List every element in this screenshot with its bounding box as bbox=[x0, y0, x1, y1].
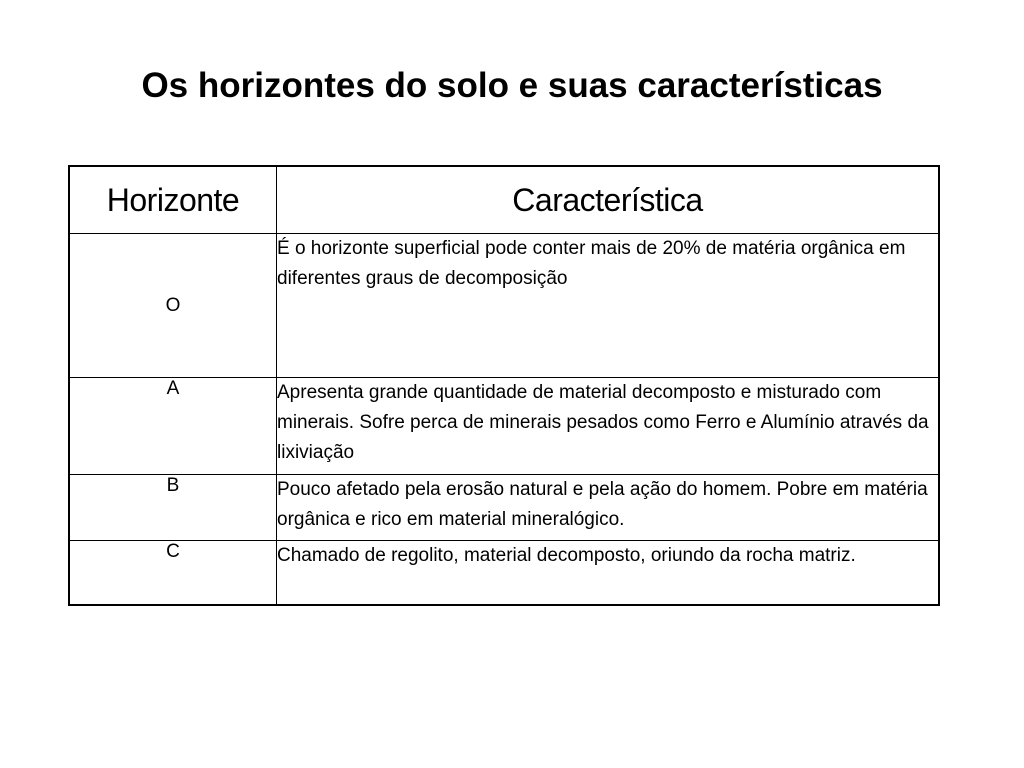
soil-horizons-table bbox=[68, 165, 940, 606]
header-caracteristica: Característica bbox=[277, 166, 940, 234]
characteristic-cell: Chamado de regolito, material decomposto, oriundo da rocha matriz. bbox=[277, 541, 940, 606]
table-row bbox=[69, 378, 939, 475]
table-header-row bbox=[69, 166, 939, 234]
page-title: Os horizontes do solo e suas características bbox=[141, 66, 883, 105]
table-row bbox=[69, 475, 939, 541]
table-row bbox=[69, 541, 939, 606]
horizon-cell: C bbox=[69, 541, 277, 606]
characteristic-cell: É o horizonte superficial pode conter mais de 20% de matéria orgânica em diferentes graus de decomposição bbox=[277, 234, 940, 378]
header-horizonte: Horizonte bbox=[69, 166, 277, 234]
characteristic-cell: Apresenta grande quantidade de material decomposto e misturado com minerais. Sofre perca de minerais pesados como Ferro e Alumínio através da lixiviação bbox=[277, 378, 940, 475]
horizon-cell: B bbox=[69, 475, 277, 541]
horizon-cell: O bbox=[69, 234, 277, 378]
characteristic-cell: Pouco afetado pela erosão natural e pela ação do homem. Pobre em matéria orgânica e rico em material mineralógico. bbox=[277, 475, 940, 541]
table-row bbox=[69, 234, 939, 378]
horizon-cell: A bbox=[69, 378, 277, 475]
